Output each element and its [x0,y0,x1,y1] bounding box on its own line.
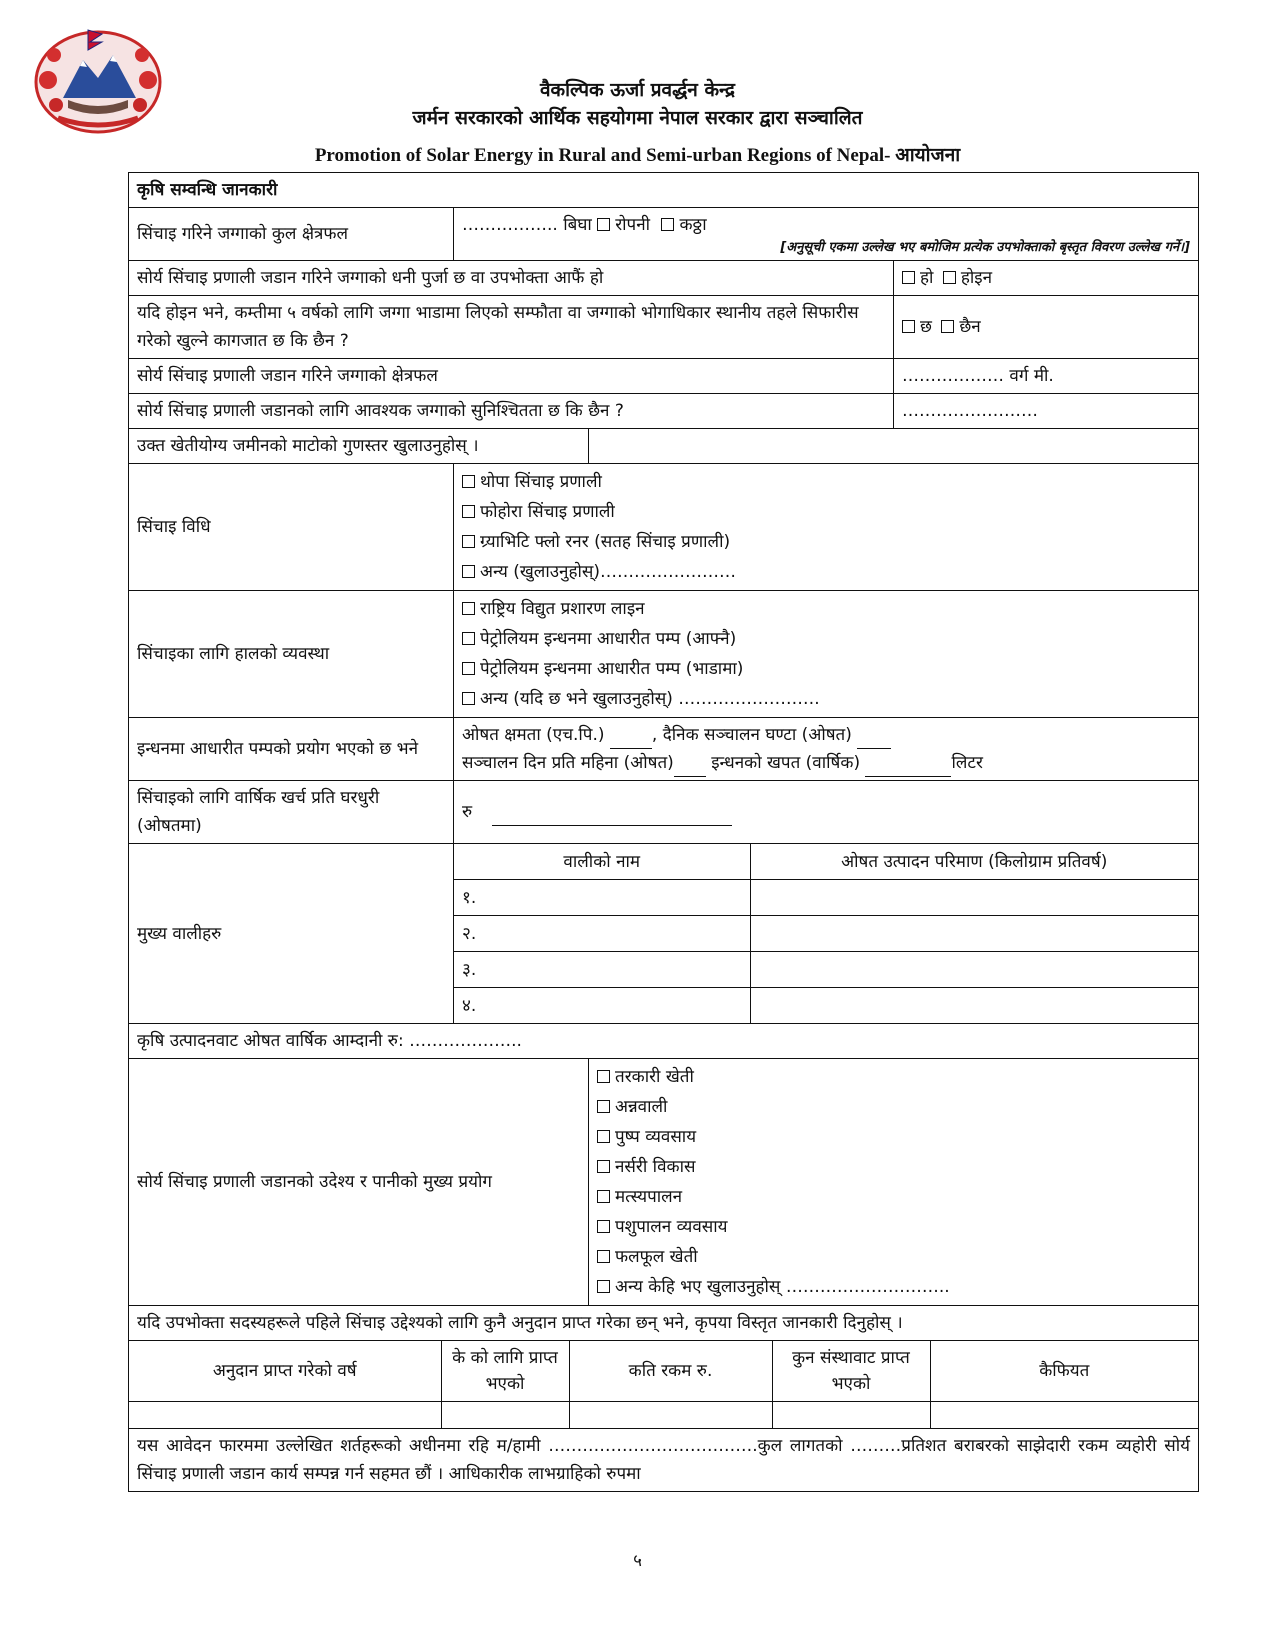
purpose-option-label: तरकारी खेती [615,1067,694,1087]
land-security-field[interactable]: …………………… [894,394,1199,429]
table-row [454,988,1198,1024]
days-label: सञ्चालन दिन प्रति महिना (ओषत) [462,753,674,773]
method-checkbox[interactable] [462,535,475,548]
current-option[interactable] [462,594,1190,624]
method-checkbox[interactable] [462,565,475,578]
ownership-no-label: होइन [960,268,993,288]
method-option[interactable] [462,557,1190,587]
current-checkbox[interactable] [462,662,475,675]
agriculture-form [128,172,1198,1492]
crop-name-cell[interactable]: ३. [454,952,750,988]
purpose-checkbox[interactable] [597,1280,610,1293]
current-checkbox[interactable] [462,602,475,615]
header-subtitle: जर्मन सरकारको आर्थिक सहयोगमा नेपाल सरकार द्वारा सञ्चालित [412,107,863,129]
purpose-option[interactable] [597,1182,1190,1212]
crops-label: मुख्य वालीहरु [129,844,454,1024]
purpose-option-label: मत्स्यपालन [615,1187,683,1207]
current-option-label: पेट्रोलियम इन्धनमा आधारीत पम्प (आफ्नै) [480,629,737,649]
days-input[interactable] [674,758,706,777]
kattha-checkbox[interactable] [661,218,674,231]
method-option[interactable] [462,527,1190,557]
method-option-label: फोहोरा सिंचाइ प्रणाली [480,502,615,522]
method-option-label: अन्य (खुलाउनुहोस्)…………………… [480,562,737,582]
income-field[interactable]: कृषि उत्पादनवाट ओषत वार्षिक आम्दानी रु: ……………….. [129,1024,1199,1059]
purpose-label: सोर्य सिंचाइ प्रणाली जडानको उदेश्य र पानीको मुख्य प्रयोग [129,1059,589,1306]
current-checkbox[interactable] [462,692,475,705]
ownership-label: सोर्य सिंचाइ प्रणाली जडान गरिने जग्गाको धनी पुर्जा छ वा उपभोक्ता आफैं हो [129,261,894,296]
grant-amount-cell[interactable] [569,1402,772,1429]
purpose-option[interactable] [597,1272,1190,1302]
grant-remarks-header: कैफियत [930,1341,1198,1402]
table-row [129,1402,1198,1429]
annual-cost-field [454,781,1199,844]
lease-no-checkbox[interactable] [941,320,954,333]
purpose-checkbox[interactable] [597,1070,610,1083]
land-area-bigha[interactable]: …………….. बिघा [462,215,592,235]
lease-label: यदि होइन भने, कम्तीमा ५ वर्षको लागि जग्गा भाडामा लिएको सम्फौता वा जग्गाको भोगाधिकार स्थानीय तहले सिफारीस गरेको खुल्ने कागजात छ कि छैन ? [129,296,894,359]
grant-intro: यदि उपभोक्ता सदस्यहरूले पहिले सिंचाइ उद्देश्यको लागि कुनै अनुदान प्राप्त गरेका छन् भने, कृपया विस्तृत जानकारी दिनुहोस् । [129,1306,1199,1341]
crop-name-cell[interactable]: २. [454,916,750,952]
ownership-yes-label: हो [920,268,934,288]
purpose-option[interactable] [597,1152,1190,1182]
crop-output-cell[interactable] [750,880,1198,916]
land-security-label: सोर्य सिंचाइ प्रणाली जडानको लागि आवश्यक जग्गाको सुनिश्चितता छ कि छैन ? [129,394,894,429]
method-option[interactable] [462,497,1190,527]
method-option-label: थोपा सिंचाइ प्रणाली [480,472,602,492]
land-area-field[interactable] [454,208,1199,261]
grant-purpose-header: के को लागि प्राप्त भएको [441,1341,569,1402]
table-row [454,880,1198,916]
purpose-option-label: फलफूल खेती [615,1247,698,1267]
lease-no-label: छैन [959,317,981,337]
kattha-label: कठ्ठा [679,215,707,235]
purpose-option-label: अन्नवाली [615,1097,668,1117]
table-row [454,916,1198,952]
crop-name-cell[interactable]: १. [454,880,750,916]
crop-output-cell[interactable] [750,988,1198,1024]
grant-amount-header: कति रकम रु. [569,1341,772,1402]
current-checkbox[interactable] [462,632,475,645]
soil-quality-field[interactable] [589,429,1199,464]
fuel-pump-fields [454,718,1199,781]
purpose-checkbox[interactable] [597,1190,610,1203]
consumption-input[interactable] [865,758,951,777]
capacity-input[interactable] [610,730,652,749]
lease-yes-label: छ [920,317,932,337]
section-title: कृषि सम्वन्धि जानकारी [129,173,1199,208]
ownership-yes-checkbox[interactable] [902,271,915,284]
purpose-option-label: नर्सरी विकास [615,1157,696,1177]
soil-quality-label: उक्त खेतीयोग्य जमीनको माटोको गुणस्तर खुलाउनुहोस् । [129,429,589,464]
table-row [454,952,1198,988]
install-area-field[interactable]: ……………… वर्ग मी. [894,359,1199,394]
grant-remarks-cell[interactable] [930,1402,1198,1429]
current-option[interactable] [462,654,1190,684]
install-area-label: सोर्य सिंचाइ प्रणाली जडान गरिने जग्गाको क्षेत्रफल [129,359,894,394]
consumption-label: इन्धनको खपत (वार्षिक) [711,753,861,773]
grant-year-header: अनुदान प्राप्त गरेको वर्ष [129,1341,441,1402]
purpose-checkbox[interactable] [597,1220,610,1233]
current-option-label: पेट्रोलियम इन्धनमा आधारीत पम्प (भाडामा) [480,659,744,679]
crop-output-cell[interactable] [750,916,1198,952]
purpose-option[interactable] [597,1242,1190,1272]
header-org-name: वैकल्पिक ऊर्जा प्रवर्द्धन केन्द्र [539,79,736,101]
irrigation-method-label: सिंचाइ विधि [129,464,454,591]
purpose-option[interactable] [597,1122,1190,1152]
current-option[interactable] [462,684,1190,714]
method-option-label: ग्र्याभिटि फ्लो रनर (सतह सिंचाइ प्रणाली) [480,532,731,552]
page-number: ५ [633,1551,642,1571]
purpose-checkbox[interactable] [597,1160,610,1173]
annual-cost-input[interactable] [492,807,732,826]
purpose-option[interactable] [597,1212,1190,1242]
ownership-no-checkbox[interactable] [943,271,956,284]
method-option[interactable] [462,467,1190,497]
crop-output-cell[interactable] [750,952,1198,988]
crops-table [454,844,1198,1023]
purpose-checkbox[interactable] [597,1130,610,1143]
current-option[interactable] [462,624,1190,654]
hours-input[interactable] [857,730,891,749]
crop-name-cell[interactable]: ४. [454,988,750,1024]
method-checkbox[interactable] [462,505,475,518]
fuel-pump-label: इन्धनमा आधारीत पम्पको प्रयोग भएको छ भने [129,718,454,781]
purpose-checkbox[interactable] [597,1100,610,1113]
annual-cost-label: सिंचाइको लागि वार्षिक खर्च प्रति घरधुरी (ओषतमा) [129,781,454,844]
capacity-label: ओषत क्षमता (एच.पि.) [462,725,605,745]
current-arrangement-label: सिंचाइका लागि हालको व्यवस्था [129,591,454,718]
current-option-label: अन्य (यदि छ भने खुलाउनुहोस्) ……………………. [480,689,820,709]
irrigation-method-options [454,464,1199,591]
crop-name-header: वालीको नाम [454,844,750,880]
lease-yes-checkbox[interactable] [902,320,915,333]
crop-output-header: ओषत उत्पादन परिमाण (किलोग्राम प्रतिवर्ष) [750,844,1198,880]
ropani-checkbox[interactable] [597,218,610,231]
grant-year-cell[interactable] [129,1402,441,1429]
purpose-option[interactable] [597,1092,1190,1122]
grant-table-cell [129,1341,1199,1429]
liter-unit: लिटर [951,753,983,773]
purpose-checkbox[interactable] [597,1250,610,1263]
rupee-prefix: रु [462,802,473,822]
annex-note: [अनुसूची एकमा उल्लेख भए बमोजिम प्रत्येक उपभोक्ताको बृस्तृत विवरण उल्लेख गर्ने।] [780,240,1190,255]
purpose-option-label: पुष्प व्यवसाय [615,1127,697,1147]
purpose-option[interactable] [597,1062,1190,1092]
ropani-label: रोपनी [615,215,651,235]
grant-org-header: कुन संस्थावाट प्राप्त भएको [772,1341,930,1402]
hours-label: , दैनिक सञ्चालन घण्टा (ओषत) [651,725,852,745]
header-project-title: Promotion of Solar Energy in Rural and Semi-urban Regions of Nepal- आयोजना [314,145,961,166]
method-checkbox[interactable] [462,475,475,488]
current-option-label: राष्ट्रिय विद्युत प्रशारण लाइन [480,599,645,619]
agreement-text: यस आवेदन फारममा उल्लेखित शर्तहरूको अधीनमा रहि म/हामी ……………………………….कुल लागतको ………प्रतिशत बराबरको साझेदारी रकम व्यहोरी सोर्य सिंचाइ प्रणाली जडान कार्य सम्पन्न गर्न सहमत छौं । आधिकारीक लाभग्राहिको रुपमा [129,1429,1199,1492]
lease-options [894,296,1199,359]
crops-cell [454,844,1199,1024]
ownership-options [894,261,1199,296]
purpose-options [589,1059,1199,1306]
current-arrangement-options [454,591,1199,718]
grant-table [129,1341,1198,1428]
land-area-label: सिंचाइ गरिने जग्गाको कुल क्षेत्रफल [129,208,454,261]
purpose-option-label: पशुपालन व्यवसाय [615,1217,728,1237]
grant-org-cell[interactable] [772,1402,930,1429]
grant-purpose-cell[interactable] [441,1402,569,1429]
purpose-option-label: अन्य केहि भए खुलाउनुहोस् ……………………….. [615,1277,950,1297]
